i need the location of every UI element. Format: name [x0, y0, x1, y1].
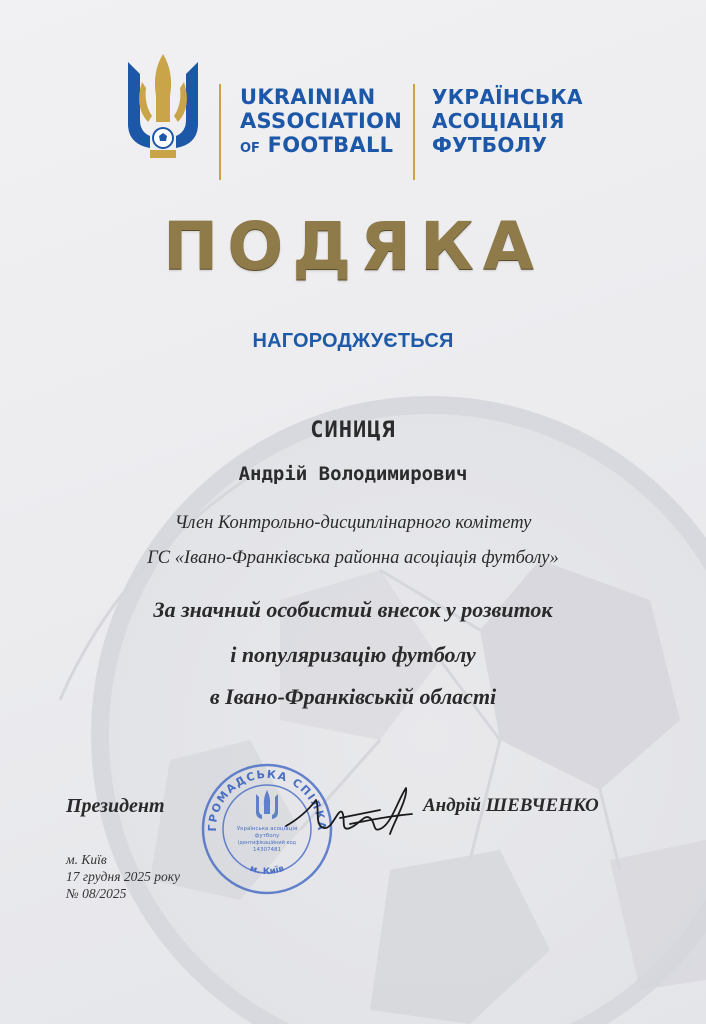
logo-ua-line1: УКРАЇНСЬКА	[432, 85, 583, 109]
logo-ua-line2: АСОЦІАЦІЯ	[432, 109, 565, 133]
stamp-center-line2: футболу	[254, 833, 280, 839]
certificate-title: ПОДЯКА	[163, 208, 543, 285]
logo-en-line3	[240, 133, 402, 161]
reason-line1: За значний особистий внесок у розвиток	[153, 597, 553, 622]
logo-en-football: FOOTBALL	[267, 133, 394, 157]
logo-ua-line3: ФУТБОЛУ	[432, 133, 548, 157]
signatory-name: Андрій ШЕВЧЕНКО	[423, 795, 599, 816]
reason-line3: в Івано-Франківській області	[209, 684, 497, 709]
logo-en-of: OF	[240, 141, 260, 156]
logo-en-line2: ASSOCIATION	[240, 109, 403, 133]
stamp-center-line3: ідентифікаційний код	[237, 840, 297, 846]
svg-text:м. Київ	[248, 864, 286, 877]
logo-divider-right	[413, 84, 415, 180]
uaf-trident-logo	[120, 52, 206, 164]
signatory-role: Президент	[66, 795, 165, 817]
uaf-name-ukrainian	[432, 85, 583, 157]
logo-en-line1: UKRAINIAN	[240, 85, 376, 109]
logo-divider-left	[219, 84, 221, 180]
stamp-trident-icon	[256, 790, 278, 819]
position-line1: Член Контрольно-дисциплінарного комітету	[174, 513, 532, 533]
uaf-name-english	[240, 85, 402, 161]
stamp-center-line1: Українська асоціація	[236, 826, 298, 832]
issue-date: 17 грудня 2025 року	[66, 869, 181, 884]
recipient-surname: СИНИЦЯ	[310, 418, 396, 443]
position-line2: ГС «Івано-Франківська районна асоціація футболу»	[147, 548, 559, 568]
stamp-center-line4: 14307481	[253, 847, 281, 853]
stamp-top-text: ГРОМАДСЬКА СПІЛКА	[205, 767, 329, 832]
issue-city: м. Київ	[66, 852, 107, 867]
president-signature	[280, 778, 420, 848]
reason-line2: і популяризацію футболу	[230, 642, 476, 667]
issue-number: № 08/2025	[66, 886, 127, 901]
recipient-given-names: Андрій Володимирович	[238, 463, 468, 485]
stamp-bottom-text: м. Київ	[248, 863, 286, 878]
awarded-label: НАГОРОДЖУЄТЬСЯ	[252, 330, 454, 352]
